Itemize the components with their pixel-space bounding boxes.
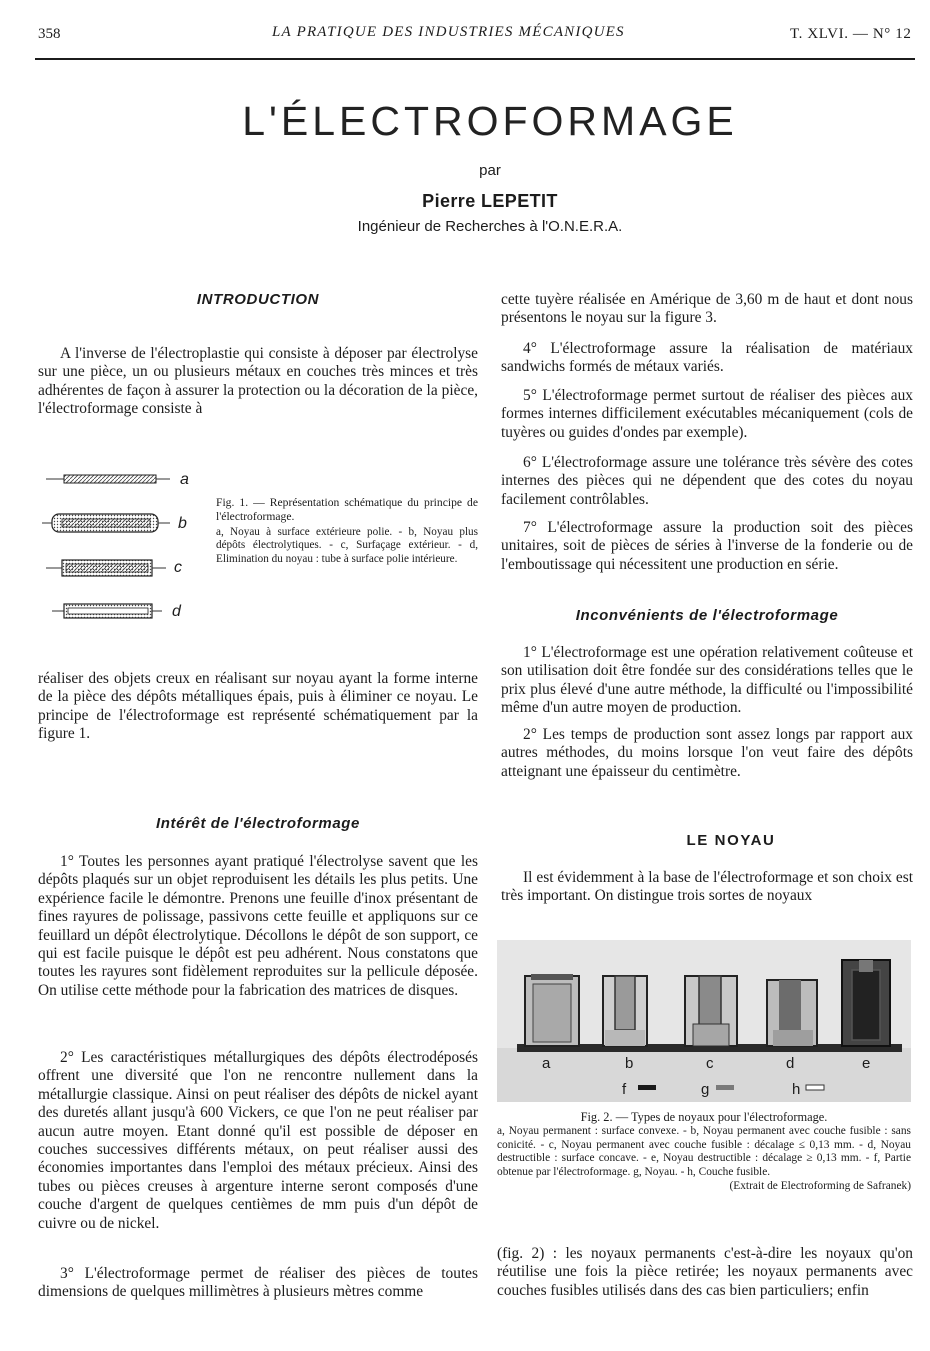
heading-introduction: INTRODUCTION — [196, 291, 320, 308]
figure-2-caption-title: Fig. 2. — Types de noyaux pour l'électroformage. — [580, 1110, 828, 1124]
legend-swatch-f — [638, 1085, 656, 1090]
figure-2-caption-body: a, Noyau permanent : surface convexe. - b, Noyau permanent avec couche fusible : sans conicité. - c, Noyau permanent avec couche fusible : décalage ≤ 0,13 mm. - d, Noyau destructible : surface concave. - e, Noyau destructible : décalage ≥ 0,13 mm. - f, Partie obtenue par l'électroformage. g, Noyau. - h, Couche fusible. — [497, 1125, 911, 1178]
heading-inconvenients: Inconvénients de l'électroformage — [575, 607, 839, 624]
intro-continuation: réaliser des objets creux en réalisant sur noyau ayant la forme interne de la pièce des dépôts métalliques épais, puis à éliminer ce noyau. Le principe de l'électroformage est représenté schématiquement par la figure 1. — [38, 670, 478, 743]
byline-par: par — [479, 162, 501, 179]
fig2-label-h: h — [792, 1081, 801, 1098]
fig2-label-d: d — [786, 1055, 795, 1072]
interet-paragraph-2-text: 2° Les caractéristiques métallurgiques des dépôts électrodéposés offrent une diversité que l'on ne rencontre nullement dans la métallurgie classique. Ainsi on peut réaliser des dépôts de nickel ayant des duretés allant jusqu'à 600 Vickers, ce que l'on ne peut réaliser par aucun autre moyen. Etant donné qu'il est possible de déposer en couches successives différents métaux, on peut réaliser aussi des économies importantes dans l'emploi des métaux précieux. Ainsi des tubes ou pièces creuses à argenture interne seront composés d'une couche d'argent de quelques centièmes de mm puis d'un dépôt de cuivre ou de nickel. — [38, 1049, 478, 1232]
header-rule — [35, 58, 915, 60]
legend-swatch-h — [806, 1085, 824, 1090]
core-type-d — [767, 980, 817, 1046]
point-6-text: 6° L'électroformage assure une tolérance très sévère des cotes internes des pièces qui ne dépendent que des cotes du noyau facilement contrôlables. — [501, 454, 913, 508]
core-type-b — [603, 976, 647, 1046]
fig2-label-a: a — [542, 1055, 551, 1072]
journal-title: LA PRATIQUE DES INDUSTRIES MÉCANIQUES — [272, 24, 625, 40]
point-7-text: 7° L'électroformage assure la production soit des pièces unitaires, soit de pièces de séries à l'inverse de la fonderie ou de l'emboutissage qui nécessitent une production en série. — [501, 519, 913, 573]
core-a — [64, 475, 156, 483]
heading-le-noyau: LE NOYAU — [686, 832, 776, 849]
core-type-a — [525, 974, 579, 1046]
core-type-c — [685, 976, 737, 1046]
interet-paragraph-1 — [38, 853, 478, 1000]
fig1-label-d: d — [172, 603, 181, 620]
page-number: 358 — [38, 26, 61, 42]
noyau-paragraph — [501, 869, 913, 906]
fig1-label-c: c — [174, 559, 182, 576]
author-affiliation: Ingénieur de Recherches à l'O.N.E.R.A. — [357, 218, 623, 235]
fig2-label-b: b — [625, 1055, 634, 1072]
point-5-text: 5° L'électroformage permet surtout de réaliser des pièces aux formes internes difficilement exécutables mécaniquement (cols de tuyères ou guides d'ondes par exemple). — [501, 387, 913, 441]
heading-interet: Intérêt de l'électroformage — [156, 815, 360, 832]
point-7 — [501, 519, 913, 574]
figure-2 — [497, 940, 911, 1102]
intro-paragraph-text: A l'inverse de l'électroplastie qui consiste à déposer par électrolyse sur une pièce, un ou plusieurs métaux en couches très minces et très adhérentes de façon à assurer la protection ou la décoration de la pièce, l'électroformage consiste à — [38, 345, 478, 418]
article-title: L'ÉLECTROFORMAGE — [242, 98, 738, 144]
point-4 — [501, 340, 913, 377]
core-type-e — [842, 960, 890, 1046]
figure-2-photo — [497, 940, 911, 1102]
inconvenient-2 — [501, 726, 913, 781]
fig1-label-a: a — [180, 471, 189, 488]
volume-number: T. XLVI. — N° 12 — [790, 26, 912, 42]
interet-paragraph-3-text: 3° L'électroformage permet de réaliser des pièces de toutes dimensions de quelques millimètres à plusieurs mètres comme — [38, 1265, 478, 1301]
interet-paragraph-3 — [38, 1265, 478, 1302]
fig2-label-e: e — [862, 1055, 871, 1072]
interet-paragraph-2 — [38, 1049, 478, 1233]
fig1-label-b: b — [178, 515, 187, 532]
figure-2-source: (Extrait de Electroforming de Safranek) — [729, 1180, 911, 1193]
point-6 — [501, 454, 913, 509]
author-name: Pierre LEPETIT — [422, 191, 558, 211]
figure-2-caption — [497, 1110, 911, 1193]
figure-1-caption-title: Fig. 1. — Représentation schématique du principe de l'électroformage. — [216, 496, 478, 523]
legend-swatch-g — [716, 1085, 734, 1090]
interet-paragraph-1-text: 1° Toutes les personnes ayant pratiqué l'électrolyse savent que les dépôts plaqués sur un objet reproduisent les détails les plus petits. Une expérience facile le démontre. Prenons une feuille d'inox présentant de fines rayures de polissage, passivons cette feuille et appliquons sur ce feuillard un dépôt électrolytique. Décollons le dépôt de son support, ce qui est facile puisque le dépôt est peu adhérent. Nous constatons que toutes les rayures sont fidèlement reproduites sur la pellicule déposée. On utilise cette méthode pour la fabrication des matrices de disques. — [38, 853, 478, 999]
final-paragraph: (fig. 2) : les noyaux permanents c'est-à-dire les noyaux qu'on réutilise une fois la pièce retirée; les noyaux permanents avec couches fusibles utilisés dans des cas bien particuliers; enfin — [497, 1245, 913, 1299]
point-5 — [501, 387, 913, 442]
inconvenient-1 — [501, 644, 913, 718]
inconvenient-1-text: 1° L'électroformage est une opération relativement coûteuse et son utilisation doit être fondée sur des considérations telles que le prix plus élevé d'une autre méthode, la difficulté ou l'impossibilité même d'un autre moyen de production. — [501, 644, 913, 717]
fig2-label-f: f — [622, 1081, 627, 1098]
point-4-text: 4° L'électroformage assure la réalisation de matériaux sandwichs formés de métaux variés. — [501, 340, 913, 376]
inconvenient-2-text: 2° Les temps de production sont assez longs par rapport aux autres méthodes, du moins lorsque l'on veut faire des dépôts atteignant une épaisseur du centimètre. — [501, 726, 913, 780]
fig2-label-c: c — [706, 1055, 714, 1072]
right-continuation: cette tuyère réalisée en Amérique de 3,60 m de haut et dont nous présentons le noyau sur la figure 3. — [501, 291, 913, 327]
noyau-paragraph-text: Il est évidemment à la base de l'électroformage et son choix est très important. On distingue trois sortes de noyaux — [501, 869, 913, 905]
fig2-label-g: g — [701, 1081, 710, 1098]
figure-1-caption-body: a, Noyau à surface extérieure polie. - b, Noyau plus dépôts électrolytiques. - c, Surfaçage extérieur. - d, Elimination du noyau : tube à surface polie intérieure. — [216, 526, 478, 565]
intro-paragraph — [38, 345, 478, 419]
figure-1-caption — [216, 496, 478, 566]
